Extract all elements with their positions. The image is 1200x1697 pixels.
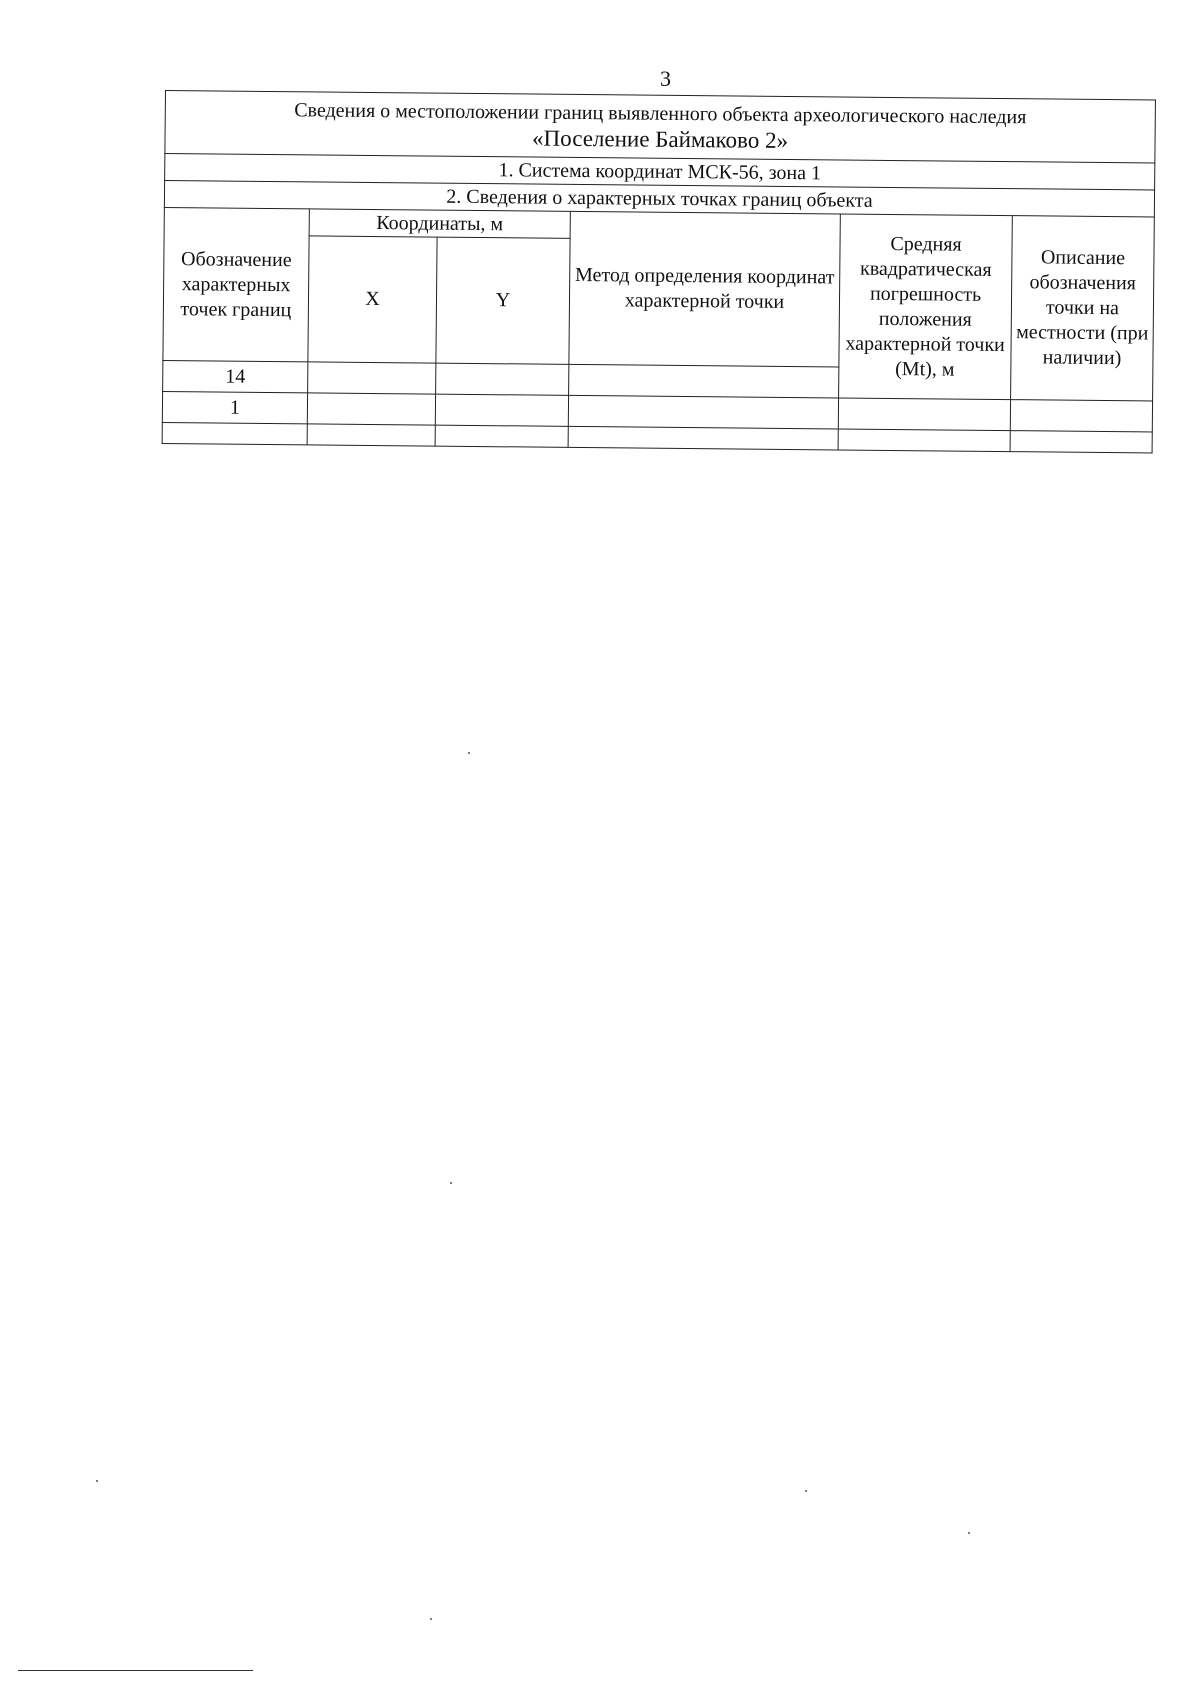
title-line-2: «Поселение Баймаково 2» (532, 125, 789, 153)
scan-speck (450, 1182, 452, 1184)
header-x: X (308, 236, 437, 363)
scan-speck (468, 752, 470, 754)
header-method: Метод определения координат характерной точки (569, 211, 840, 367)
point-cell (162, 422, 307, 444)
boundary-points-table (162, 90, 1156, 453)
y-cell (435, 425, 568, 447)
method-cell (568, 395, 838, 429)
point-cell: 1 (162, 391, 307, 423)
header-mean-error: Средняя квадратическая погрешность положения характерной точки (Mt), м (839, 214, 1013, 400)
scan-speck (805, 1490, 807, 1492)
x-cell (307, 393, 435, 425)
x-cell (308, 362, 436, 394)
description-cell (1010, 400, 1152, 432)
scan-speck (430, 1618, 432, 1620)
coordinate-system-label: 1. Система координат МСК-56, зона 1 (165, 154, 1155, 191)
page-number: 3 (660, 66, 671, 91)
error-cell (838, 398, 1010, 431)
error-cell (838, 429, 1010, 452)
method-cell (569, 364, 839, 398)
point-cell: 14 (163, 360, 308, 392)
header-point-designation: Обозначение характерных точек границ (163, 207, 309, 361)
method-cell (568, 426, 838, 450)
characteristic-points-label: 2. Сведения о характерных точках границ объекта (164, 181, 1154, 218)
description-cell (1010, 431, 1152, 453)
bottom-rule (18, 1670, 253, 1671)
title-line-1: Сведения о местоположении границ выявленного объекта археологического наследия (294, 98, 1027, 128)
title-row (165, 91, 1156, 164)
scan-speck (968, 1532, 970, 1534)
header-description: Описание обозначения точки на местности (при наличии) (1011, 216, 1155, 401)
header-coordinates: Координаты, м (309, 209, 570, 239)
x-cell (307, 424, 435, 446)
boundary-points-sheet (162, 90, 1155, 453)
y-cell (435, 394, 568, 426)
scan-speck (96, 1480, 98, 1482)
table-title (165, 91, 1156, 164)
y-cell (436, 363, 569, 395)
header-y: Y (436, 237, 570, 364)
